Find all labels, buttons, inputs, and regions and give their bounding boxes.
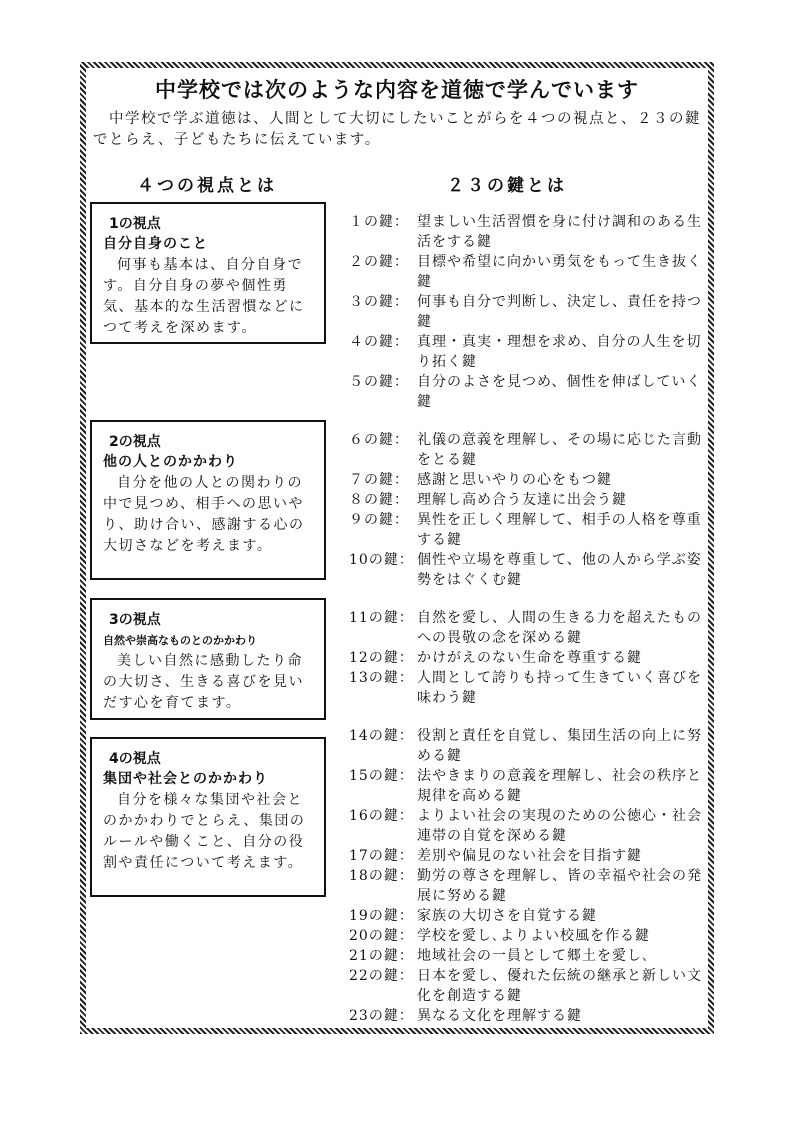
viewpoint-box-2 <box>90 420 326 580</box>
viewpoint-title: 自分自身のこと <box>103 236 208 252</box>
left-column-heading: ４つの視点とは <box>137 176 277 196</box>
key-item-12: 12の鍵： かけがえのない生命を尊重する鍵 <box>349 650 642 666</box>
viewpoint-body: 何事も基本は、自分自身です。自分自身の夢や個性勇気、基本的な生活習慣などにつて考えを深めます。 <box>103 257 305 336</box>
viewpoint-box-1 <box>90 202 326 344</box>
viewpoint-number: 4の視点 <box>109 751 161 767</box>
key-item-11: 11の鍵： 自然を愛し、人間の生きる力を超えたものへの畏敬の念を深める鍵 <box>349 610 702 646</box>
key-item-7: ７の鍵： 感謝と思いやりの心をもつ鍵 <box>349 472 612 488</box>
key-item-23: 23の鍵： 異なる文化を理解する鍵 <box>349 1008 582 1024</box>
page-title: 中学校では次のような内容を道徳で学んでいます <box>155 78 639 102</box>
key-item-15: 15の鍵： 法やきまりの意義を理解し、社会の秩序と規律を高める鍵 <box>349 768 702 804</box>
key-item-22: 22の鍵： 日本を愛し、優れた伝統の継承と新しい文化を創造する鍵 <box>349 968 702 1004</box>
key-item-19: 19の鍵： 家族の大切さを自覚する鍵 <box>349 908 597 924</box>
viewpoint-body: 自分を他の人との関わりの中で見つめ、相手への思いやり、助け合い、感謝する心の大切さなどを考えます。 <box>103 475 305 554</box>
viewpoint-box-3 <box>90 598 326 720</box>
key-item-6: ６の鍵： 礼儀の意義を理解し、その場に応じた言動をとる鍵 <box>349 432 702 468</box>
viewpoint-number: 2の視点 <box>109 434 161 450</box>
key-item-20: 20の鍵： 学校を愛し､よりよい校風を作る鍵 <box>349 928 650 944</box>
key-item-2: ２の鍵： 目標や希望に向かい勇気をもって生き抜く鍵 <box>349 254 702 290</box>
key-item-14: 14の鍵： 役割と責任を自覚し、集団生活の向上に努める鍵 <box>349 728 702 764</box>
viewpoint-box-4 <box>90 737 326 897</box>
key-item-9: ９の鍵： 異性を正しく理解して、相手の人格を尊重する鍵 <box>349 512 702 548</box>
viewpoint-title: 自然や崇高なものとのかかわり <box>103 634 257 647</box>
key-item-21: 21の鍵： 地域社会の一員として郷土を愛し､ <box>349 948 650 964</box>
viewpoint-body: 美しい自然に感動したり命の大切さ、生きる喜びを見いだす心を育てます。 <box>103 653 304 711</box>
key-item-16: 16の鍵： よりよい社会の実現のための公徳心・社会連帯の自覚を深める鍵 <box>349 808 702 844</box>
key-item-5: ５の鍵： 自分のよさを見つめ、個性を伸ばしていく鍵 <box>349 374 702 410</box>
keys-list <box>349 212 704 1026</box>
viewpoint-number: 1の視点 <box>109 216 161 232</box>
viewpoint-number: 3の視点 <box>109 612 161 628</box>
viewpoint-body: 自分を様々な集団や社会とのかかわりでとらえ、集団のルールや働くこと、自分の役割や責任について考えます。 <box>103 792 306 871</box>
key-item-13: 13の鍵： 人間として誇りも持って生きていく喜びを味わう鍵 <box>349 670 702 706</box>
key-item-10: 10の鍵： 個性や立場を尊重して、他の人から学ぶ姿勢をはぐくむ鍵 <box>349 552 702 588</box>
right-column-heading: ２３の鍵とは <box>447 176 567 196</box>
intro-text: 中学校で学ぶ道徳は、人間として大切にしたいことがらを４つの視点と、２３の鍵でとらえ、子どもたちに伝えています。 <box>93 111 701 148</box>
key-item-8: ８の鍵： 理解し高め合う友達に出会う鍵 <box>349 492 627 508</box>
key-item-17: 17の鍵： 差別や偏見のない社会を目指す鍵 <box>349 848 642 864</box>
viewpoint-title: 他の人とのかかわり <box>103 454 238 470</box>
key-item-1: １の鍵： 望ましい生活習慣を身に付け調和のある生活をする鍵 <box>349 214 702 250</box>
key-item-4: ４の鍵： 真理・真実・理想を求め、自分の人生を切り拓く鍵 <box>349 334 702 370</box>
key-item-18: 18の鍵： 勤労の尊さを理解し、皆の幸福や社会の発展に努める鍵 <box>349 868 702 904</box>
key-item-3: ３の鍵： 何事も自分で判断し、決定し、責任を持つ鍵 <box>349 294 702 330</box>
viewpoint-title: 集団や社会とのかかわり <box>103 771 268 787</box>
